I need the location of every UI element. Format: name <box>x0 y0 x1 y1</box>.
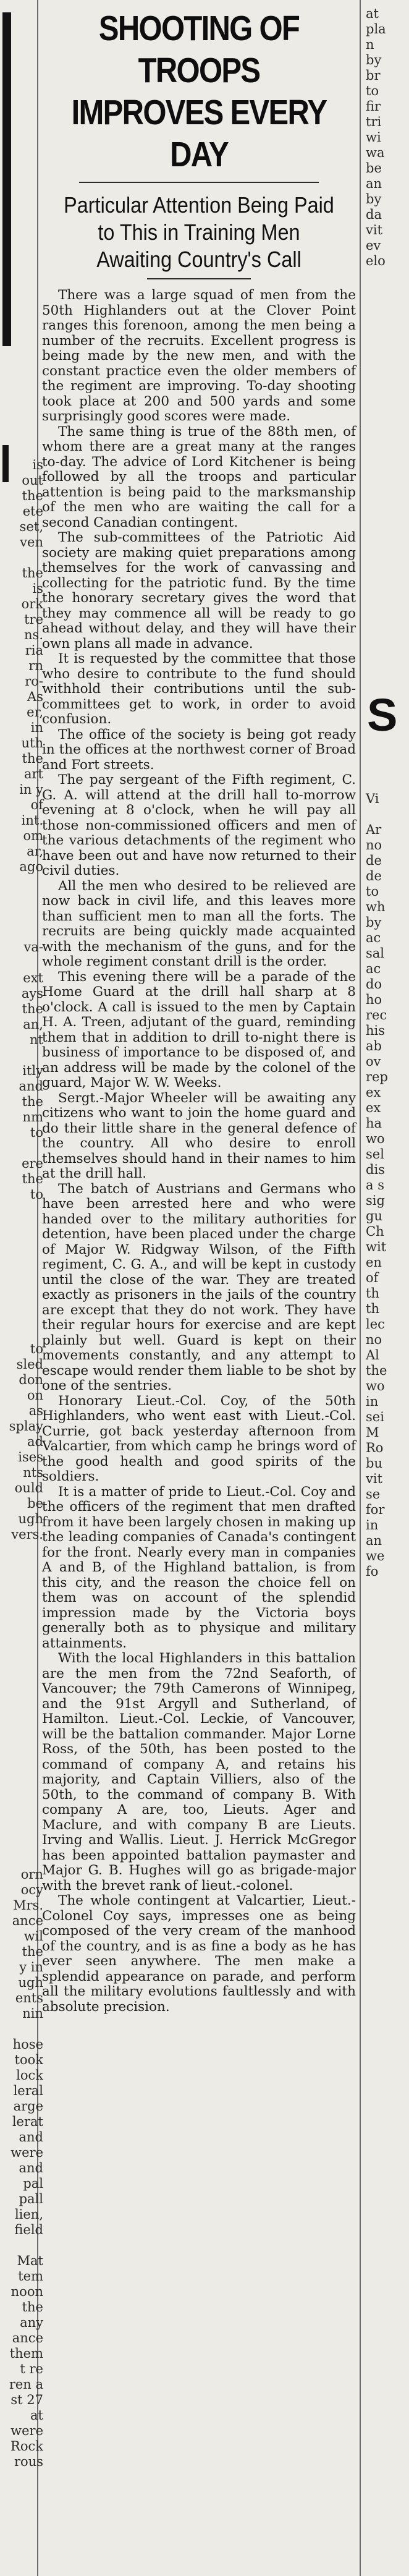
paragraph: The batch of Austrians and Germans who have been arrested here and who were handed over to the military authorities for detention, have been placed under the charge of Major W. Ridgway Wilson, of the Fifth regiment, C. G. A., and will be kept in custody until the close of the war. They are treated exactly as prisoners in the jails of the country are except that they do not work. They have their regular hours for exercise and are kept plainly but well. Guard is kept on their movements constantly, and any attempt to escape would render them liable to be shot by one of the sentries. <box>42 1181 356 1393</box>
paragraph: With the local Highlanders in this battalion are the men from the 72nd Seaforth, of Vancouver; the 79th Camerons of Winnipeg, and the 91st Argyll and Sutherland, of Hamilton. Lieut.-Col. Leckie, of Vancouver, will be the battalion commander. Major Lorne Ross, of the 50th, has been posted to the command of company A, and retains his majority, and Captain Villiers, also of the 50th, to the command of company B. With company A are, too, Lieuts. Ager and Maclure, and with company B are Lieuts. Irving and Wallis. Lieut. J. Herrick McGregor has been appointed battalion paymaster and Major G. B. Hughes will go as brigade-major with the brevet rank of lieut.-colonel. <box>42 1651 356 1894</box>
paragraph: This evening there will be a parade of the Home Guard at the drill hall sharp at 8 o'clock. A call is issued to the men by Captain H. A. Treen, adjutant of the guard, reminding them that in addition to drill to-night there is business of importance to be disposed of, and an address will be made by the colonel of the guard, Major W. W. Weeks. <box>42 969 356 1090</box>
paragraph: All the men who desired to be relieved are now back in civil life, and this leaves more than sufficient men to man all the forts. The recruits are being quickly made acquainted with the mechanism of the guns, and for the whole regiment constant drill is the order. <box>42 878 356 969</box>
column-rule-bar <box>2 12 11 346</box>
left-column-fragment: va- ext ays the an, nt itly and the nm to ere the to <box>19 940 43 1202</box>
paragraph: The office of the society is being got ready in the offices at the northwest corner of Broad and Fort streets. <box>42 726 356 773</box>
article-headline: SHOOTING OF TROOPS IMPROVES EVERY DAY <box>71 9 327 174</box>
paragraph: There was a large squad of men from the 50th Highlanders out at the Clover Point ranges this forenoon, among the men being a number of the recruits. Excellent progress is being made by the new men, and with the constant practice even the older members of the regiment are improving. To-day shooting took place at 200 and 500 yards and some surprisingly good scores were made. <box>42 287 356 424</box>
article-body <box>42 288 356 2015</box>
left-column-fragment: to sled don on as splay ad ises nts ould be ugh vers. <box>9 1341 43 1542</box>
article <box>42 0 356 2576</box>
left-column-fragment: is out the ete set, ven the is ork tre ns. ria rn ro- As er, in uth the art in y of int. om ar, ago <box>19 457 43 874</box>
paragraph: Sergt.-Major Wheeler will be awaiting any citizens who want to join the home guard and do their little share in the general defence of the country. All who desire to enroll themselves should hand in their names to him at the drill hall. <box>42 1090 356 1181</box>
article-subhead: Particular Attention Being Paid to This in Training Men Awaiting Country's Call <box>64 192 334 272</box>
right-column-fragment: Vi Ar no de de to wh by ac sal ac do ho rec his ab ov rep ex ex ha wo sel dis a s sig gu Ch wit en of th th lec no Al the wo in sei M Ro bu vit se for in an we fo <box>366 791 388 1579</box>
left-neighbor-column <box>0 0 43 2576</box>
paragraph: Honorary Lieut.-Col. Coy, of the 50th Highlanders, who went east with Lieut.-Col. Currie, got back yesterday afternoon from Valcartier, from which camp he brings word of the good health and good spirits of the soldiers. <box>42 1393 356 1484</box>
paragraph: The pay sergeant of the Fifth regiment, C. G. A. will attend at the drill hall to-morrow evening at 8 o'clock, when he will pay all those non-commissioned officers and men of the various detachments of the regiment who have been out and have now returned to their civil duties. <box>42 772 356 878</box>
drop-initial: S <box>367 689 398 741</box>
left-column-fragment: orn ocy Mrs. ance wil the y in ugh ents nin hose took lock leral arge lerat and were and pal pall lien, field Mat tem noon the any ance them t re ren a st 27 at were Rock rous <box>9 1867 43 2469</box>
right-column-fragment: at pla n by br to fir tri wi wa be an by da vit ev elo <box>366 6 386 268</box>
divider <box>79 182 319 183</box>
divider <box>147 278 251 279</box>
right-neighbor-column <box>360 0 402 2576</box>
paragraph: It is a matter of pride to Lieut.-Col. Coy and the officers of the regiment that men drafted from it have been largely chosen in making up the leading companies of Canada's contingent for the front. Nearly every man in companies A and B, of the Highland battalion, is from this city, and the reason the choice fell on them was on account of the splendid impression made by the Victoria boys generally both as to physique and military attainments. <box>42 1484 356 1651</box>
paragraph: It is requested by the committee that those who desire to contribute to the fund should withhold their contributions until the sub-committees get to work, in order to avoid confusion. <box>42 651 356 727</box>
paragraph: The same thing is true of the 88th men, of whom there are a great many at the ranges to-day. The advice of Lord Kitchener is being followed by all the troops and particular attention is being paid to the marksmanship of the men who are waiting the call for a second Canadian contingent. <box>42 423 356 530</box>
paragraph: The sub-committees of the Patriotic Aid society are making quiet preparations among themselves for the work of canvassing and collecting for the patriotic fund. By the time the honorary secretary gives the word that they may commence all will be ready to go ahead without delay, and they will have their own plans all made in advance. <box>42 530 356 652</box>
paragraph: The whole contingent at Valcartier, Lieut.-Colonel Coy says, impresses one as being composed of the very cream of the manhood of the country, and is as fine a body as he has ever seen anywhere. The men make a splendid appearance on parade, and perform all the military evolutions faultlessly and with absolute precision. <box>42 1893 356 2015</box>
